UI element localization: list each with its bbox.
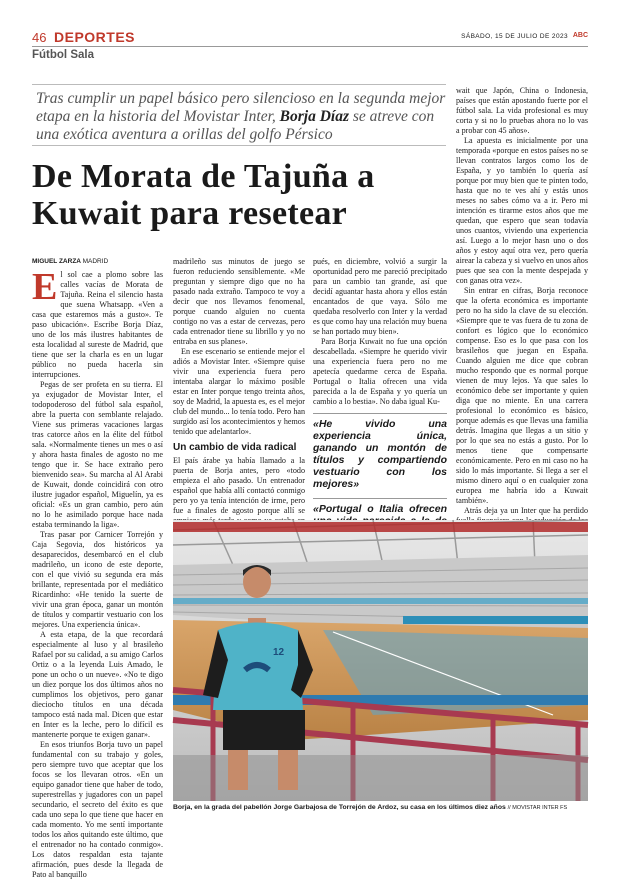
page-number: 46 <box>32 30 47 45</box>
byline: MIGUEL ZARZA MADRID <box>32 258 109 265</box>
arena-photo <box>173 520 588 801</box>
article-column-1: MIGUEL ZARZA MADRID E l sol cae a plomo sobre las calles vacías de Morata de Tajuña. Reina el silencio hasta que suena Whatsapp. «Ven a casa que estaremos más a gusto». Te paso ubicación». Escribe Borja Díaz, uno de los más ilustres habitantes de esta localidad al sureste de Madrid, que tiene que ser la charla es en un lugar público no pueda hacerla sin interrupciones. Pegas de ser profeta en su tierra. El ya exjugador de Movistar Inter, el todopoderoso del fútbol sala español, abre la puerta con semblante relajado. Viene sus primeras vacaciones largas tras catorce años en la élite del fútbol sala. «Normalmente tienes un mes o así y ahora hasta finales de agosto no me tengo que ir. Se hace extraño pero bienvenido sea». Su marcha al Al Arabi de Kuwait, donde coincidirá con otro ilustre jugador español, Miguelín, ya es oficial: «Es un gran cambio, pero aún no lo he asimilado porque hace nada estaba terminando la liga». Tras pasar por Carnicer Torrejón y Caja Segovia, dos históricos ya desaparecidos, desembarcó en el club madrileño, un icono de este deporte, con el que vivió su segunda era más brillante, representada por el mediático Ricardinho: «He tenido la suerte de vivir una gran época, ganar un montón de títulos y compartir vestuario con los mejores. Una experiencia única». A esta etapa, de la que recordará especialmente al luso y al brasileño Rafael por su calidad, a su amigo Carlos Ortiz o a la leyenda Luis Amado, le pone un ocho o un nueve». «No te digo un diez porque los dos últimos años no cumplimos los objetivos, pero ganar dieciocho títulos en una década tampoco está nada mal. Dicen que estar en Inter es la leche, pero lo difícil es mantenerte porque te exigen ganar». En esos triunfos Borja tuvo un papel fundamental con su trabajo y goles, pero siempre tuvo que aceptar que los focos se los llevaran otros. «En un equipo ganador tiene que haber de todo, superestrellas y jugadores con un papel secundario, el secreto del éxito es que cada uno sepa lo que tiene que hacer en cada momento. Yo me sentí importante todos los años quitando este último, que el entrenador no ha contado conmigo». Los datos respaldan esta tajante afirmación, pues desde la llegada de Pato al banquillo <box>32 258 163 879</box>
article-column-3: pués, en diciembre, volvió a surgir la oportunidad pero me pareció precipitado para un cambio tan grande, así que decidí aguantar hasta ahora y ellos están encantados de que vaya. Sólo me quedaba resolverlo con Inter y la verdad es que como hay una relación muy buena se han portado muy bien». Para Borja Kuwait no fue una opción descabellada. «Siempre he querido vivir una experiencia fuera pero no me apetecía quedarme cerca de España. Portugal o Italia ofrecen una vida parecida a la de España y yo quería un cambio a lo bestia». No daba igual Ku- «He vivido una experiencia única, ganando un montón de títulos y compartiendo vestuario con los mejores» «Portugal o Italia ofrecen <box>313 257 447 519</box>
article-column-2: madrileño sus minutos de juego se fueron reduciendo sensiblemente. «Me preguntan y siempre digo que no ha pasado nada extraño. Tampoco te voy a decir que nos llevamos fenomenal, porque cuando alguien no cuenta contigo no vas a estar de cervezas, pero cada entrenador tiene su librillo y yo no entraba en sus planes». En ese escenario se entiende mejor el adiós a Movistar Inter. «Siempre quise vivir una experiencia fuera pero intentaba alargar lo máximo posible estar en Inter porque tengo treinta años, soy de Madrid, la apuesta es, es el mejor club del mundo... lo tenía todo. Pero han surgido así los acontecimientos y hemos tenido que adelantarlo». Un cambio de vida radical El país árabe ya había llamado a la puerta de Borja antes, pero «todo empieza el año pasado. Un entrenador español que había allí contactó conmigo pero yo ya tenía intención de irme, pero fue a finales de agosto porque allí se <box>173 257 305 515</box>
subsection-label: Fútbol Sala <box>32 49 94 61</box>
subheading: Un cambio de vida radical <box>173 442 297 453</box>
lead-name: Borja Díaz <box>279 108 350 125</box>
drop-cap: E <box>32 266 58 308</box>
photo-caption: Borja, en la grada del pabellón Jorge Garbajosa de Torrejón de Ardoz, su casa en los últimos diez años // MOVISTAR INTER FS <box>173 804 568 811</box>
article-column-4: wait que Japón, China o Indonesia, países que están apostando fuerte por el fútbol sala. La vida profesional es muy corta y si no lo pruebas ahora no lo vas a probar con 45 años». La apuesta es inicialmente por una temporada «porque en estos países no se llevan contratos largos como los de España, y yo también lo quería así porque por muy bien que te pinten todo, hasta que no te ves ahí y estás unos meses no sabes cómo va a ir. Pero mi intención es tirarme estos años que me quedan, que espero que sean todavía unos cuantos, viviendo una experiencia así. Luego a lo mejor hasn uno o dos años y estoy aquí otra vez, pero quería airear la cabeza y si vuelvo en unos años pues que sea con la mente despejada y con ganas otra vez». Sin entrar en cifras, Borja reconoce que la oferta económica es importante pero no ha sido la clave de su elección. «Siempre que te vas fuera de tu zona de confort es lógico que lo económico compense. Eso es lo que pasa con los brasileños que juegan en España. Cuando alguien me dice que cobran mucho respondo que es normal porque vienen de muy lejos. Ya que sales lo económico debe ser importante y quien diga que no miente. En una carrera profesional lo económico es básico, porque además es que llevas una familia detrás. Imagina que llegas a un sitio y por lo que sea no estás a gusto. Por lo menos tiene que compensarte económicamente. Pero en mi caso no ha sido lo más importante. Si llega a ser el mismo dinero aquí o en cualquier zona europea me habría ido a Kuwait también». Atrás deja ya un Inter que ha perdido <box>456 86 588 515</box>
article-photo <box>173 520 588 801</box>
section-title: DEPORTES <box>54 29 136 45</box>
page-header <box>32 30 588 47</box>
pull-quote: «He vivido una experiencia única, ganando un montón de títulos y compartiendo vestuario con los mejores» <box>313 413 447 490</box>
jersey-number: 12 <box>273 647 285 658</box>
issue-date: SÁBADO, 15 DE JULIO DE 2023 <box>461 33 568 40</box>
divider <box>32 84 446 85</box>
lead-summary: Tras cumplir un papel básico pero silencioso en la segunda mejor etapa en la historia del Movistar Inter, Borja Díaz se atreve con una exótica aventura a orillas del golfo Pérsico <box>36 90 446 143</box>
photo-credit: // MOVISTAR INTER FS <box>507 805 568 811</box>
pull-quote: «Portugal o Italia ofrecen <box>313 498 447 551</box>
divider <box>32 145 446 146</box>
brand-logo: ABC <box>572 32 588 39</box>
headline: De Morata de Tajuña a Kuwait para resetear <box>32 158 375 232</box>
